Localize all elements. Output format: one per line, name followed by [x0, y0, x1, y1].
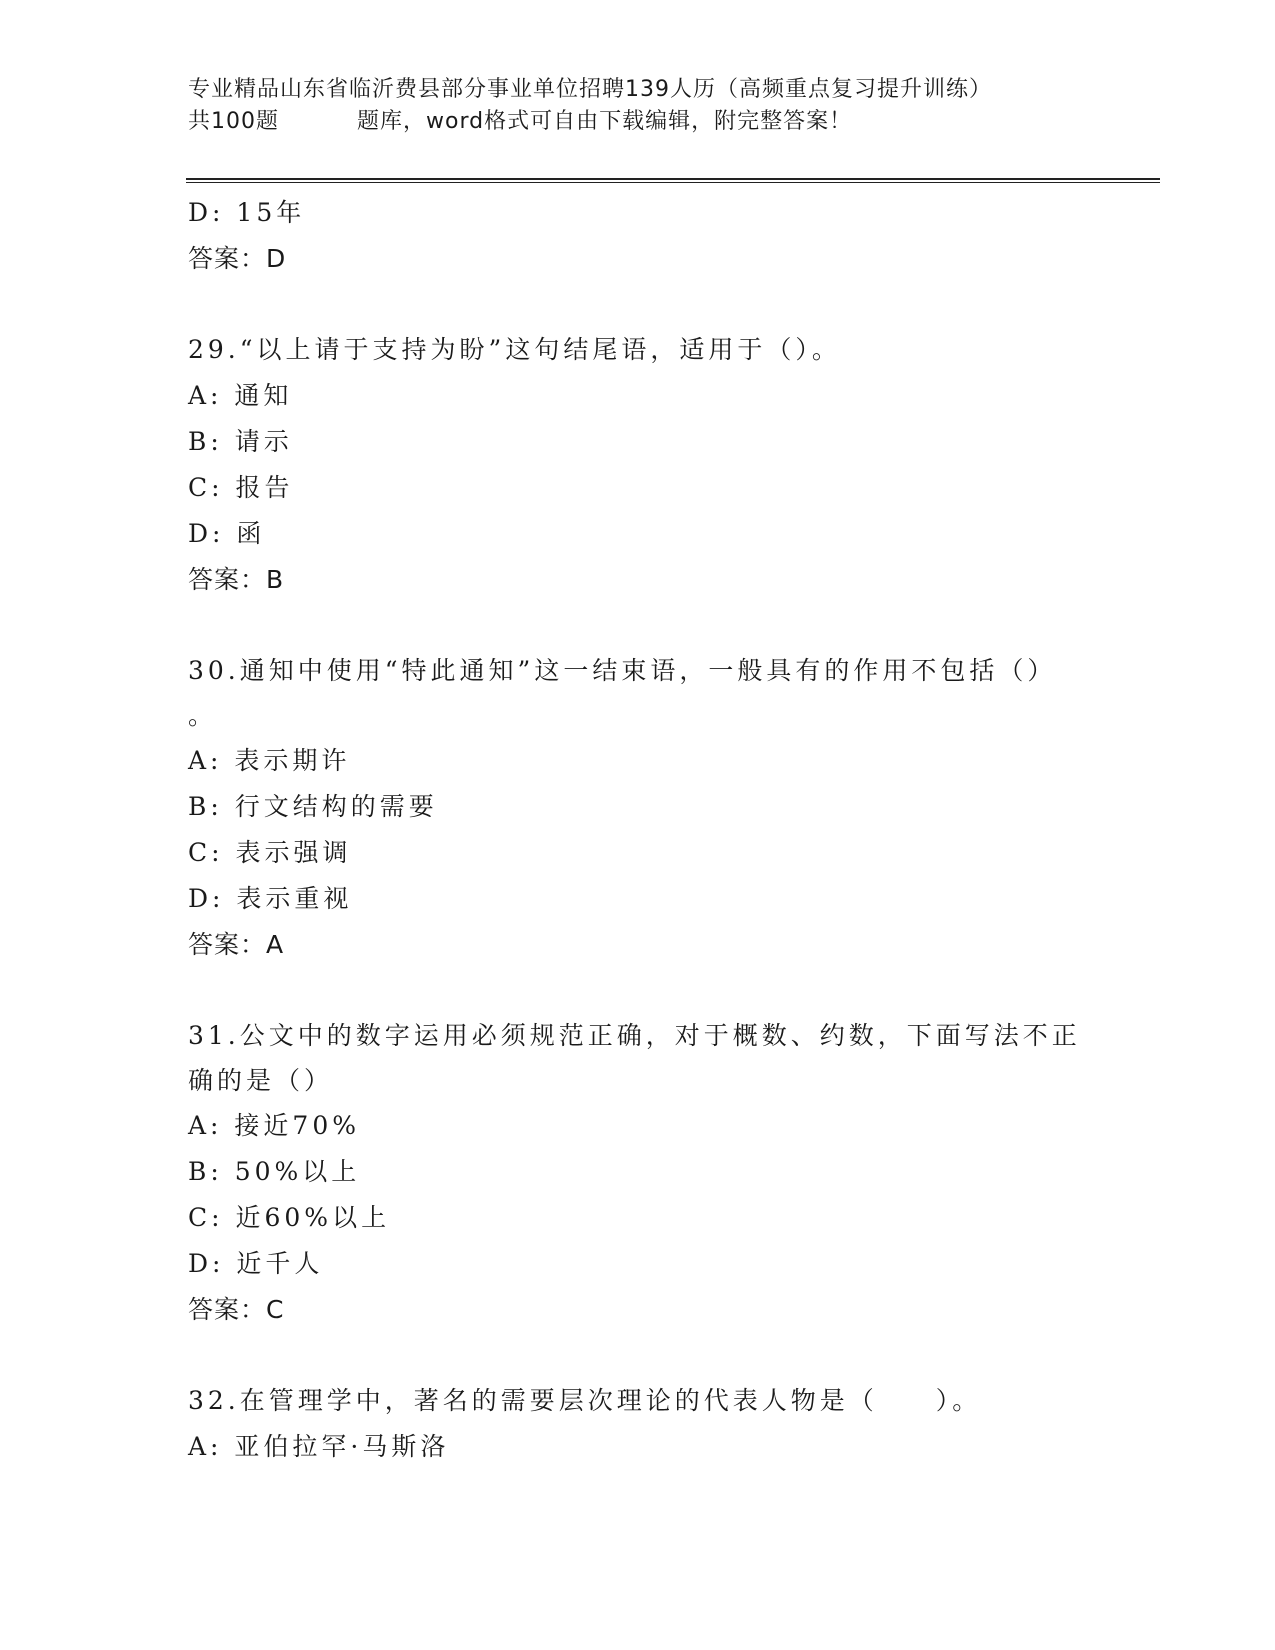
option-d: D: 表示重视: [188, 884, 353, 913]
answer-line: 答案：C: [188, 1295, 285, 1324]
header-subtitle-line: [188, 106, 1088, 138]
header-divider-thin: [186, 182, 1160, 183]
header-divider-thick: [186, 178, 1160, 180]
option-c: C: 近60%以上: [188, 1203, 391, 1232]
answer-line: 答案：A: [188, 930, 285, 959]
option-b: B: 行文结构的需要: [188, 792, 438, 821]
option-c: C: 报告: [188, 473, 294, 502]
question-30: [188, 648, 1088, 968]
option-b: B: 请示: [188, 427, 293, 456]
option-d: D: 函: [188, 519, 266, 548]
question-32: [188, 1378, 1088, 1470]
option-a: A: 接近70%: [188, 1111, 360, 1140]
header-title-line: 专业精品山东省临沂费县部分事业单位招聘139人历（高频重点复习提升训练）: [188, 77, 992, 102]
question-29: [188, 327, 1088, 603]
option-a: A: 通知: [188, 381, 293, 410]
question-stem-continued: 。: [188, 701, 218, 730]
question-stem: 29.“以上请于支持为盼”这句结尾语，适用于（）。: [188, 335, 841, 364]
option-d: D: 近千人: [188, 1249, 324, 1278]
option-a: A: 表示期许: [188, 746, 351, 775]
question-stem: 32.在管理学中，著名的需要层次理论的代表人物是（ ）。: [188, 1386, 982, 1415]
question-stem-continued: 确的是（）: [188, 1066, 334, 1095]
answer-line: 答案：D: [188, 244, 287, 273]
option-d: D: 15年: [188, 198, 306, 227]
question-31: [188, 1013, 1088, 1333]
header-description: 题库，word格式可自由下载编辑，附完整答案！: [357, 109, 853, 134]
document-header: [188, 74, 1088, 138]
header-question-count: 共100题: [188, 109, 279, 134]
question-list: [188, 190, 1088, 1470]
option-b: B: 50%以上: [188, 1157, 361, 1186]
question-stem: 31.公文中的数字运用必须规范正确，对于概数、约数，下面写法不正: [188, 1021, 1081, 1050]
option-a: A: 亚伯拉罕·马斯洛: [188, 1432, 450, 1461]
option-c: C: 表示强调: [188, 838, 352, 867]
answer-line: 答案：B: [188, 565, 285, 594]
question-stem: 30.通知中使用“特此通知”这一结束语，一般具有的作用不包括（）: [188, 656, 1057, 685]
